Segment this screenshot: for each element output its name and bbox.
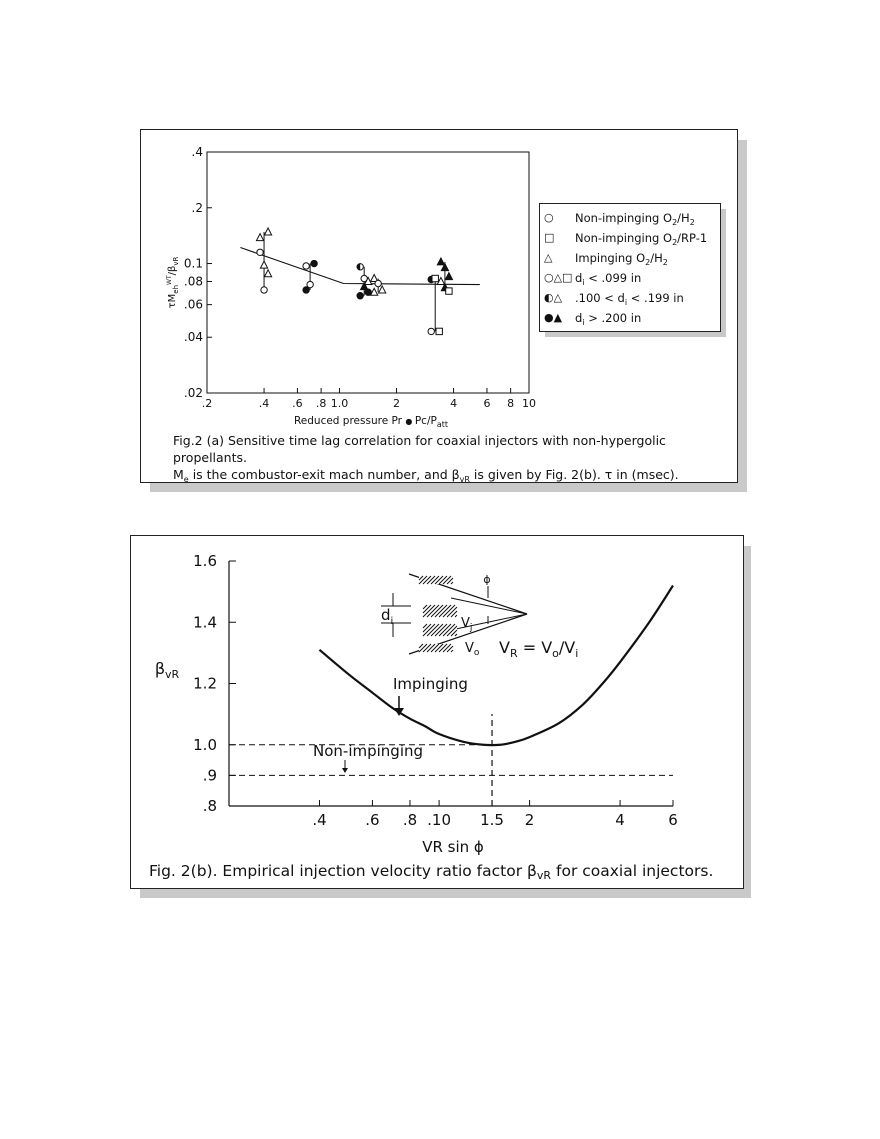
vj-label: $V_j$ [461, 616, 473, 633]
data-point-circle [428, 328, 434, 334]
data-point-circle [303, 287, 309, 293]
x-tick-label-b: 1.5 [480, 811, 504, 829]
y-tick-label-a: .06 [183, 297, 203, 312]
data-point-triangle [264, 270, 271, 277]
data-point-circle [261, 287, 267, 293]
caption-a-line1: Fig.2 (a) Sensitive time lag correlation for coaxial injectors with non-hypergolic propellants. [173, 433, 666, 465]
x-axis-label-b: VR sin ϕ [422, 838, 484, 856]
legend-item [540, 291, 720, 309]
x-tick-label-a: 6 [483, 397, 491, 410]
y-tick-label-a: .2 [191, 200, 203, 215]
legend-symbol: △ [544, 251, 553, 264]
x-tick-label-a: 8 [507, 397, 515, 410]
vo-label: $V_o$ [465, 641, 480, 658]
x-tick-label-b: .10 [427, 811, 452, 829]
x-tick-label-a: 2 [393, 397, 401, 410]
figure-a-legend [539, 203, 721, 332]
legend-symbol: ●▲ [544, 311, 563, 324]
legend-symbol: □ [544, 231, 555, 244]
figure-a-caption [173, 432, 733, 485]
x-tick-label-a: 10 [522, 397, 536, 410]
legend-symbol: ○△□ [544, 271, 573, 284]
x-tick-label-b: .6 [365, 811, 380, 829]
data-point-circle [303, 263, 309, 269]
legend-symbol: ○ [544, 211, 554, 224]
x-tick-label-a: .4 [258, 397, 270, 410]
y-tick-label-b: 1.0 [193, 735, 217, 754]
plot-a-frame [207, 152, 529, 393]
data-point-circle [375, 280, 381, 286]
legend-label: Non-impinging $O_2/RP-1$ [575, 231, 708, 247]
legend-item [540, 211, 720, 229]
figure-b-caption: Fig. 2(b). Empirical injection velocity ratio factor βvR for coaxial injectors. [149, 862, 714, 882]
legend-item [540, 231, 720, 249]
x-tick-label-a: 1.0 [330, 397, 349, 410]
data-point-circle [257, 249, 263, 255]
y-tick-label-b: 1.4 [193, 613, 217, 632]
data-point-triangle [260, 261, 267, 268]
impinging-label: Impinging [393, 675, 468, 693]
y-tick-label-a: .02 [183, 386, 203, 400]
figure-a-panel [140, 129, 738, 483]
legend-item [540, 271, 720, 289]
schematic-upper-inner [451, 598, 527, 614]
legend-item [540, 311, 720, 329]
x-tick-label-b: 4 [615, 811, 625, 829]
phi-label: ϕ [483, 573, 491, 586]
data-point-square [432, 275, 438, 281]
legend-label: $.100 < d_i < .199$ in [575, 291, 684, 307]
non-impinging-arrow-head [342, 768, 348, 773]
x-tick-label-a: .2 [201, 397, 213, 410]
x-tick-label-b: .8 [402, 811, 418, 829]
x-tick-label-a: .6 [292, 397, 303, 410]
data-point-triangle [379, 286, 386, 293]
x-tick-label-b: .4 [312, 811, 327, 829]
x-axis-label-a: Reduced pressure Pr ● $Pc/P_{att}$ [293, 415, 449, 429]
x-tick-label-b: 2 [524, 811, 535, 829]
y-tick-label-a: 0.1 [183, 256, 203, 271]
x-tick-label-a: .8 [315, 397, 327, 410]
data-point-triangle [445, 273, 452, 280]
legend-label: Impinging $O_2/H_2$ [575, 251, 668, 267]
data-point-square [446, 288, 452, 294]
y-tick-label-b: .9 [202, 766, 217, 785]
data-point-square [436, 328, 442, 334]
y-axis-label-b: $\beta_{vR}$ [154, 659, 180, 681]
y-axis-label-a: $\tau M_{eh}^{WT}/\beta_{vR}$ [166, 256, 180, 309]
di-label: $d_i$ [381, 606, 394, 627]
legend-symbol: ◐△ [544, 291, 563, 304]
data-point-triangle [256, 234, 263, 241]
y-tick-label-a: .04 [183, 330, 203, 345]
legend-label: Non-impinging $O_2/H_2$ [575, 211, 695, 227]
caption-a-line2: $M_e$ is the combustor-exit mach number, and $\beta_{vR}$ is given by Fig. 2(b). τ in (msec). [173, 467, 679, 484]
x-tick-label-b: 6 [668, 811, 678, 829]
legend-label: $d_i > .200$ in [575, 311, 642, 327]
data-point-circle [311, 260, 317, 266]
x-tick-label-a: 4 [450, 397, 458, 410]
figure-b-panel [130, 535, 744, 889]
legend-label: $d_i < .099$ in [575, 271, 642, 287]
vr-formula: $V_R = V_o/V_i$ [499, 638, 579, 660]
y-tick-label-a: .08 [183, 274, 203, 289]
y-tick-label-a: .4 [191, 145, 203, 159]
y-tick-label-b: 1.2 [193, 674, 217, 693]
non-impinging-label: Non-impinging [313, 742, 424, 760]
data-point-triangle [264, 228, 271, 235]
beta-curve [319, 586, 673, 746]
legend-item [540, 251, 720, 269]
data-point-circle [357, 293, 363, 299]
figure-b-chart [131, 536, 743, 888]
y-tick-label-b: 1.6 [193, 552, 217, 570]
data-point-triangle [437, 258, 444, 265]
y-tick-label-b: .8 [202, 797, 217, 815]
